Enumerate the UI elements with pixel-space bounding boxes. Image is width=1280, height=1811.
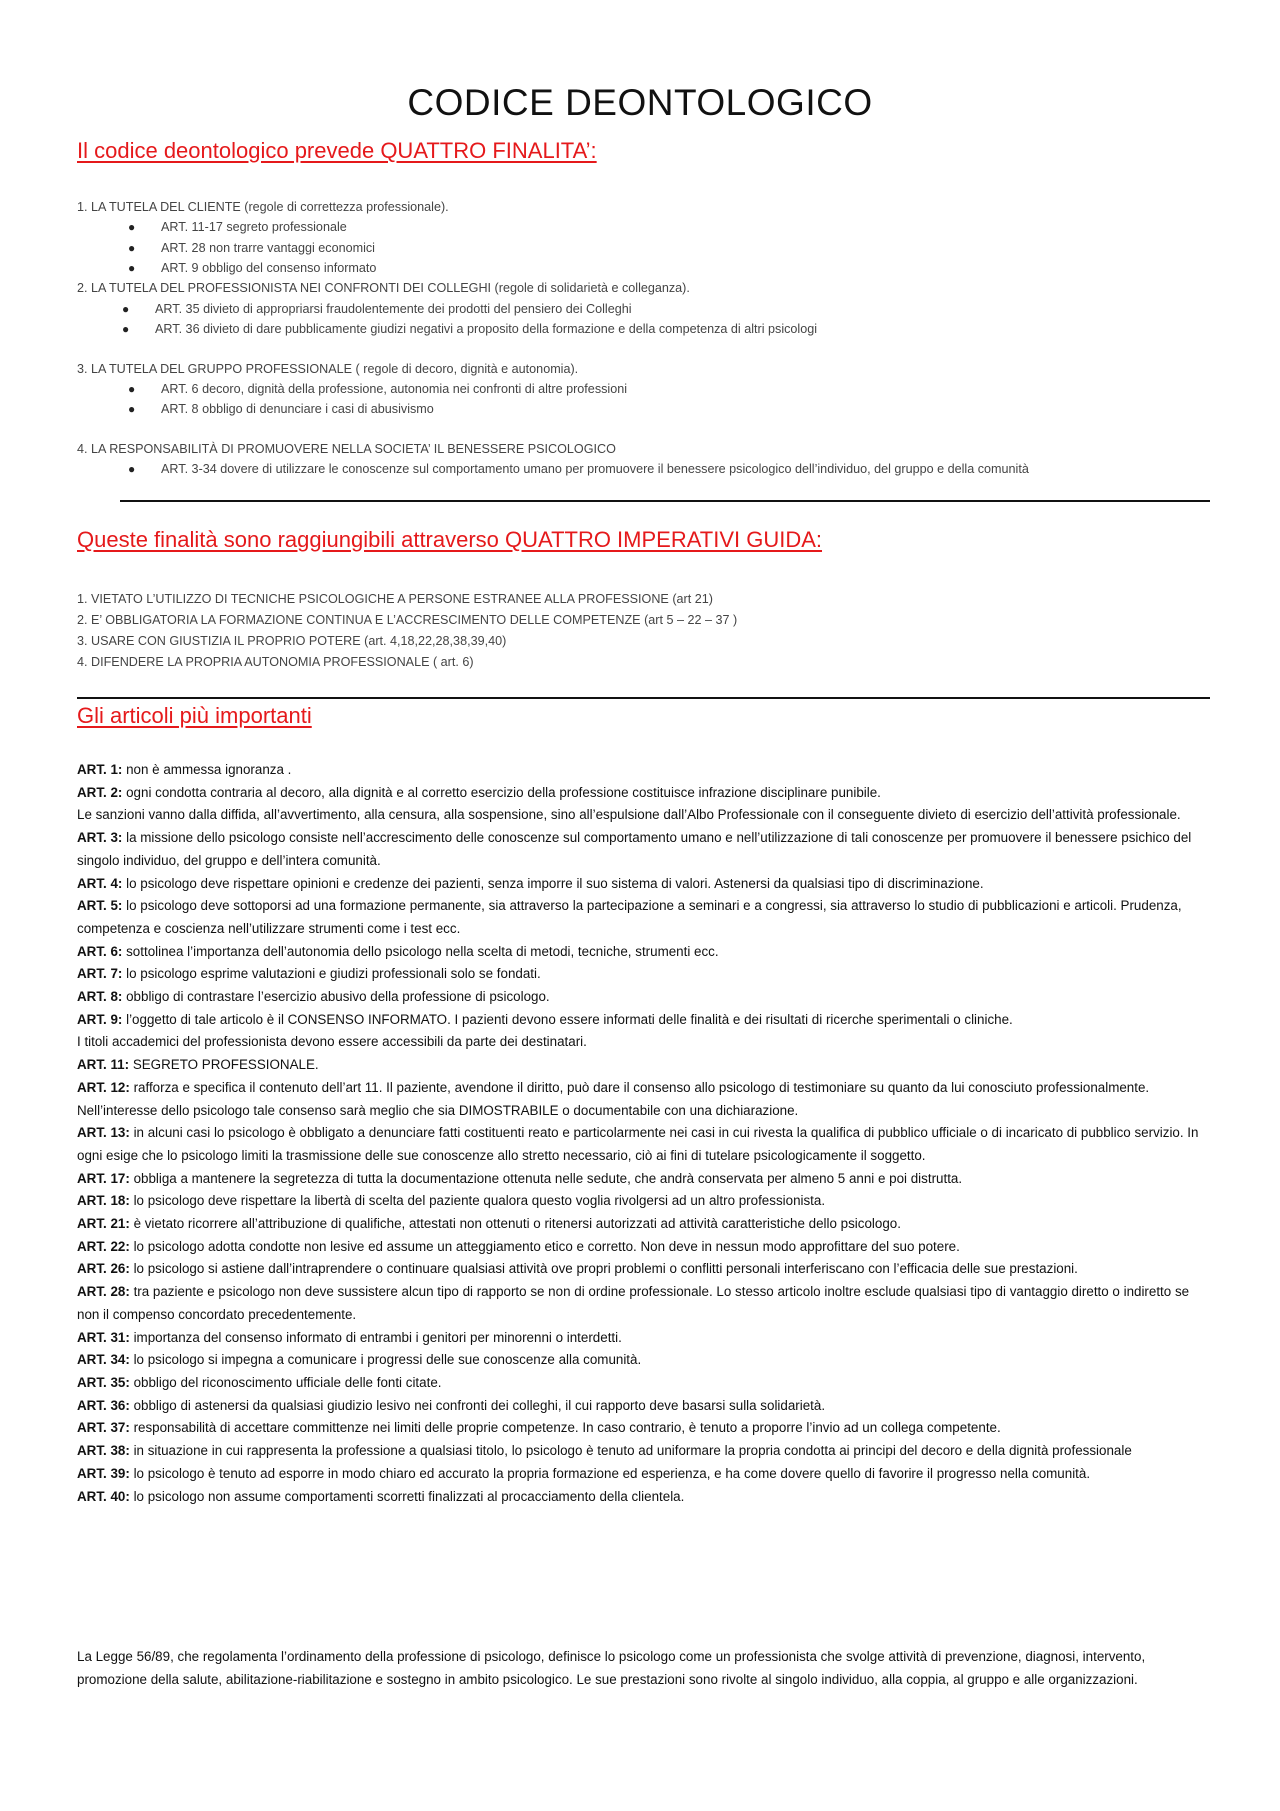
bullet-icon: ● — [128, 382, 136, 396]
article-entry: ART. 3: la missione dello psicologo consiste nell’accrescimento delle conoscenze sul comportamento umano e nell’utilizzazione di tali conoscenze per promuovere il benessere psichico del singolo individuo, del gruppo e dell’intera comunità. — [77, 830, 1192, 868]
bullet-icon: ● — [122, 322, 130, 336]
section-heading-articoli: Gli articoli più importanti — [77, 703, 312, 728]
article-entry: Le sanzioni vanno dalla diffida, all’avvertimento, alla censura, alla sospensione, sino all’espulsione dall’Albo Professionale con il conseguente divieto di esercizio dell’attività professionale. — [77, 807, 1181, 823]
article-entry: ART. 21: è vietato ricorrere all’attribuzione di qualifiche, attestati non ottenuti o ritenersi autorizzati ad attività caratteristiche dello psicologo. — [77, 1216, 901, 1232]
article-entry: ART. 22: lo psicologo adotta condotte non lesive ed assume un atteggiamento etico e corretto. Non deve in nessun modo approfittare del suo potere. — [77, 1238, 960, 1254]
bullet-icon: ● — [128, 220, 136, 234]
articles-list — [77, 759, 1207, 1508]
article-entry: ART. 35: obbligo del riconoscimento ufficiale delle fonti citate. — [77, 1374, 442, 1390]
article-entry: ART. 9: l’oggetto di tale articolo è il CONSENSO INFORMATO. I pazienti devono essere informati delle finalità e dei risultati di ricerche sperimentali o cliniche. — [77, 1011, 1013, 1027]
bullet-icon: ● — [128, 402, 136, 416]
list-item: ● ART. 28 non trarre vantaggi economici — [128, 241, 375, 255]
article-entry: ART. 26: lo psicologo si astiene dall’intraprendere o continuare qualsiasi attività ove propri problemi o conflitti personali interferiscano con l’efficacia delle sue prestazioni. — [77, 1261, 1078, 1277]
article-entry: ART. 37: responsabilità di accettare committenze nei limiti delle proprie competenze. In caso contrario, è tenuto a proporre l’invio ad un collega competente. — [77, 1420, 1001, 1436]
article-entry: ART. 11: SEGRETO PROFESSIONALE. — [77, 1057, 319, 1073]
list-item: ● ART. 6 decoro, dignità della professione, autonomia nei confronti di altre professioni — [128, 382, 628, 396]
section-divider — [120, 500, 1210, 502]
legge-paragraph: La Legge 56/89, che regolamenta l’ordinamento della professione di psicologo, definisce lo psicologo come un professionista che svolge attività di prevenzione, diagnosi, intervento, promozione della salute, abilitazione-riabilitazione e sostegno in ambito psicologico. Le sue prestazioni sono rivolte al singolo individuo, alla coppia, al gruppo e alle organizzazioni. — [77, 1649, 1146, 1687]
list-item: ● ART. 3-34 dovere di utilizzare le conoscenze sul comportamento umano per promuovere il benessere psicologico dell’individuo, del gruppo e della comunità — [128, 462, 1029, 476]
finalita-item-2: 2. LA TUTELA DEL PROFESSIONISTA NEI CONFRONTI DEI COLLEGHI (regole di solidarietà e colleganza). — [77, 281, 690, 295]
article-entry: ART. 39: lo psicologo è tenuto ad esporre in modo chiaro ed accurato la propria formazione ed esperienza, e ha come dovere quello di favorire il progresso nella comunità. — [77, 1465, 1091, 1481]
list-item: ● ART. 36 divieto di dare pubblicamente giudizi negativi a proposito della formazione e della competenza di altri psicologi — [122, 322, 818, 336]
article-entry: ART. 12: rafforza e specifica il contenuto dell’art 11. Il paziente, avendone il diritto, può dare il consenso allo psicologo di testimoniare su quanto da lui conosciuto professionalmente. Nell’interesse dello psicologo tale consenso sarà meglio che sia DIMOSTRABILE o documentabile con una dichiarazione. — [77, 1079, 1150, 1118]
list-item: 3. USARE CON GIUSTIZIA IL PROPRIO POTERE (art. 4,18,22,28,38,39,40) — [77, 634, 507, 648]
list-item: ● ART. 9 obbligo del consenso informato — [128, 261, 377, 275]
bullet-icon: ● — [128, 241, 136, 255]
list-item: ● ART. 35 divieto di appropriarsi fraudolentemente dei prodotti del pensiero dei Colleghi — [122, 302, 632, 316]
list-item: ● ART. 11-17 segreto professionale — [128, 220, 347, 234]
article-entry: ART. 40: lo psicologo non assume comportamenti scorretti finalizzati al procacciamento della clientela. — [77, 1488, 685, 1504]
section-heading-imperativi: Queste finalità sono raggiungibili attraverso QUATTRO IMPERATIVI GUIDA: — [77, 527, 823, 552]
article-entry: ART. 1: non è ammessa ignoranza . — [77, 762, 292, 777]
page-title: CODICE DEONTOLOGICO — [407, 82, 873, 123]
article-entry: ART. 6: sottolinea l’importanza dell’autonomia dello psicologo nella scelta di metodi, tecniche, strumenti ecc. — [77, 943, 719, 959]
article-entry: ART. 18: lo psicologo deve rispettare la libertà di scelta del paziente qualora questo voglia rivolgersi ad un altro professionista. — [77, 1193, 826, 1209]
finalita-item-1: 1. LA TUTELA DEL CLIENTE (regole di correttezza professionale). — [77, 200, 449, 214]
article-entry: ART. 17: obbliga a mantenere la segretezza di tutta la documentazione ottenuta nelle sedute, che andrà conservata per almeno 5 anni e poi distrutta. — [77, 1170, 963, 1186]
article-entry: ART. 34: lo psicologo si impegna a comunicare i progressi delle sue conoscenze alla comunità. — [77, 1352, 642, 1368]
section-divider — [77, 697, 1210, 699]
article-entry: ART. 31: importanza del consenso informato di entrambi i genitori per minorenni o interdetti. — [77, 1329, 622, 1345]
bullet-icon: ● — [128, 261, 136, 275]
list-item: 2. E’ OBBLIGATORIA LA FORMAZIONE CONTINUA E L’ACCRESCIMENTO DELLE COMPETENZE (art 5 – 22 – 37 ) — [77, 613, 738, 627]
article-entry: ART. 7: lo psicologo esprime valutazioni e giudizi professionali solo se fondati. — [77, 966, 541, 982]
finalita-item-4: 4. LA RESPONSABILITÀ DI PROMUOVERE NELLA SOCIETA’ IL BENESSERE PSICOLOGICO — [77, 442, 616, 456]
section-heading-finalita: Il codice deontologico prevede QUATTRO FINALITA’: — [77, 138, 597, 163]
article-entry: ART. 13: in alcuni casi lo psicologo è obbligato a denunciare fatti costituenti reato e particolarmente nei casi in cui rivesta la qualifica di pubblico ufficiale o di incaricato di pubblico servizio. In ogni esige che lo psicologo limiti la trasmissione delle sue conoscenze allo stretto necessario, ciò ai fini di tutelare psicologicamente il soggetto. — [77, 1125, 1199, 1163]
bullet-icon: ● — [128, 462, 136, 476]
article-entry: ART. 38: in situazione in cui rappresenta la professione a qualsiasi titolo, lo psicologo è tenuto ad uniformare la propria condotta ai principi del decoro e della dignità professionale — [77, 1443, 1132, 1459]
bullet-icon: ● — [122, 302, 130, 316]
article-entry: ART. 28: tra paziente e psicologo non deve sussistere alcun tipo di rapporto se non di ordine professionale. Lo stesso articolo inoltre esclude qualsiasi tipo di vantaggio diretto o indiretto se non il compenso concordato precedentemente. — [77, 1284, 1190, 1322]
list-item: 4. DIFENDERE LA PROPRIA AUTONOMIA PROFESSIONALE ( art. 6) — [77, 655, 474, 669]
article-entry: ART. 5: lo psicologo deve sottoporsi ad una formazione permanente, sia attraverso la partecipazione a seminari e a congressi, sia attraverso lo studio di pubblicazioni e articoli. Prudenza, competenza e coscienza nell’utilizzare strumenti come i test ecc. — [77, 898, 1182, 936]
article-entry: ART. 4: lo psicologo deve rispettare opinioni e credenze dei pazienti, senza imporre il suo sistema di valori. Astenersi da qualsiasi tipo di discriminazione. — [77, 875, 984, 891]
list-item: 1. VIETATO L’UTILIZZO DI TECNICHE PSICOLOGICHE A PERSONE ESTRANEE ALLA PROFESSIONE (art 21) — [77, 592, 713, 606]
article-entry: ART. 8: obbligo di contrastare l’esercizio abusivo della professione di psicologo. — [77, 989, 550, 1005]
article-entry: I titoli accademici del professionista devono essere accessibili da parte dei destinatari. — [77, 1034, 587, 1050]
article-entry: ART. 36: obbligo di astenersi da qualsiasi giudizio lesivo nei confronti dei colleghi, il cui rapporto deve basarsi sulla solidarietà. — [77, 1397, 826, 1413]
finalita-item-3: 3. LA TUTELA DEL GRUPPO PROFESSIONALE ( regole di decoro, dignità e autonomia). — [77, 362, 579, 376]
article-entry: ART. 2: ogni condotta contraria al decoro, alla dignità e al corretto esercizio della professione costituisce infrazione disciplinare punibile. — [77, 784, 881, 800]
list-item: ● ART. 8 obbligo di denunciare i casi di abusivismo — [128, 402, 434, 416]
